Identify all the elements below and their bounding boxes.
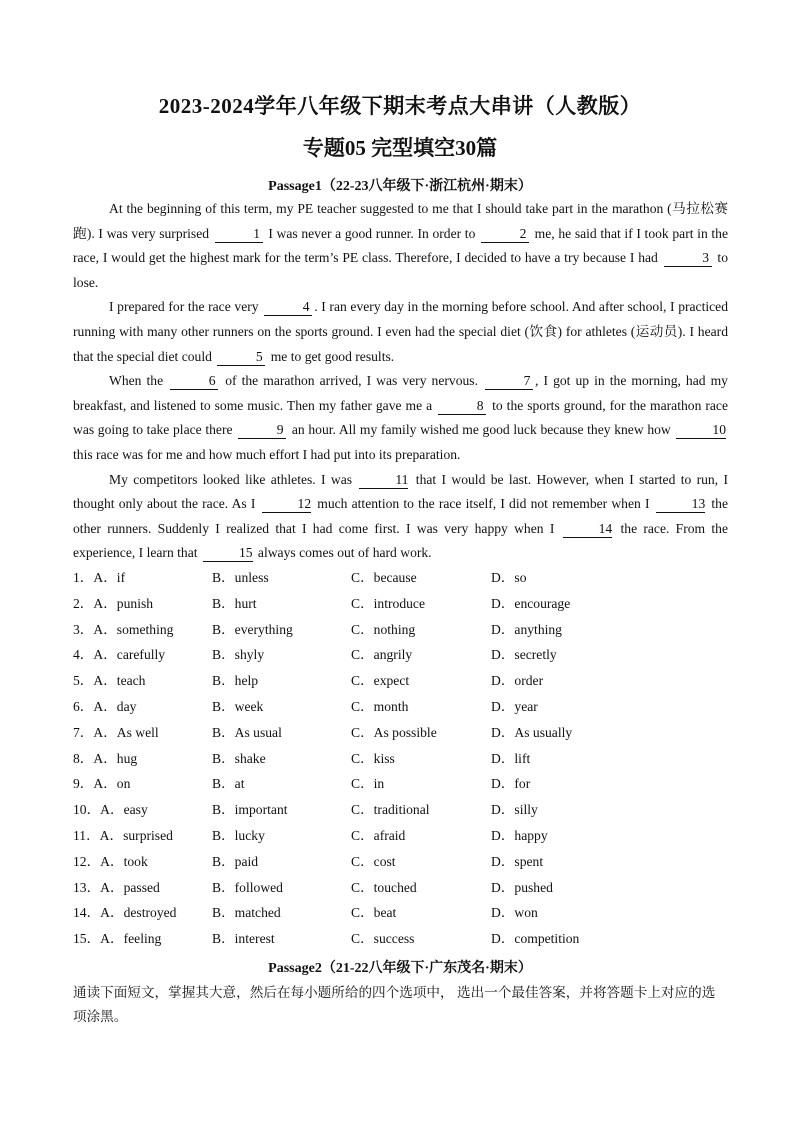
blank-number: 4: [264, 299, 312, 316]
paragraph-text-segment: this race was for me and how much effort I had put into its preparation.: [73, 446, 461, 462]
passage1-text: [73, 197, 728, 566]
option-c: C．month: [351, 698, 409, 714]
paragraph-text-segment: I was never a good runner. In order to: [264, 225, 480, 241]
blank-number: 11: [359, 472, 408, 489]
paragraph-text-segment: that I would be last. However, when I started to run, I thought only about the race. As I: [73, 471, 728, 512]
option-c: C．touched: [351, 879, 417, 895]
option-a: 11．A．surprised: [73, 827, 173, 843]
option-c: C．in: [351, 776, 385, 792]
option-b: B．unless: [212, 570, 269, 585]
option-c: C．kiss: [351, 750, 395, 766]
option-a: 1．A．if: [73, 570, 126, 585]
option-c: C．traditional: [351, 802, 430, 818]
question-row: [73, 798, 728, 824]
paragraph-text-segment: of the marathon arrived, I was very nervous.: [220, 373, 484, 389]
question-row: [73, 747, 728, 773]
option-a: 15．A．feeling: [73, 931, 162, 947]
option-b: B．matched: [212, 905, 281, 921]
option-d: D．happy: [491, 827, 548, 843]
option-b: B．important: [212, 802, 288, 818]
option-a: 3．A．something: [73, 621, 174, 637]
blank-number: 2: [481, 226, 529, 243]
option-a: 8．A．hug: [73, 750, 138, 766]
paragraph-text-segment: When the: [109, 373, 169, 389]
paragraph-text-segment: the race. From the experience, I learn that: [73, 520, 729, 561]
option-a: 14．A．destroyed: [73, 905, 177, 921]
blank-number: 5: [217, 349, 265, 366]
blank-number: 12: [262, 496, 312, 513]
paragraph-text-segment: to the sports ground, for the marathon race was going to take place there: [73, 397, 728, 438]
document-subtitle: 专题05 完型填空30篇: [302, 136, 498, 160]
paragraph-text-segment: an hour. All my family wished me good luck because they knew how: [288, 422, 675, 438]
option-d: D．silly: [491, 802, 538, 818]
blank-number: 9: [238, 422, 286, 439]
question-row: [73, 643, 728, 669]
option-b: B．lucky: [212, 827, 265, 843]
blank-number: 10: [676, 422, 726, 439]
paragraph-text-segment: At the beginning of this term, my PE teacher suggested to me that I should take part in the marathon (马拉松赛跑). I was very surprised: [73, 201, 728, 241]
paragraph-text-segment: the other runners. Suddenly I realized that I had come first. I was very happy when I: [73, 496, 728, 536]
option-d: D．for: [491, 776, 531, 792]
option-a: 6．A．day: [73, 698, 137, 714]
option-d: D．encourage: [491, 595, 571, 611]
option-c: C．angrily: [351, 647, 413, 663]
option-b: B．week: [212, 698, 264, 714]
question-row: [73, 876, 728, 902]
option-c: C．because: [351, 570, 417, 585]
paragraph-text-segment: . I ran every day in the morning before school. And after school, I practiced running with many other runners on the sports ground. I even had the special diet (饮食) for athletes (运动员). I heard that the special diet could: [73, 299, 729, 364]
paragraph-text-segment: me to get good results.: [267, 348, 395, 364]
option-a: 12．A．took: [73, 853, 148, 869]
question-row: [73, 927, 728, 953]
option-a: 5．A．teach: [73, 673, 146, 689]
paragraph-text-segment: much attention to the race itself, I did not remember when I: [313, 496, 654, 512]
question-row: [73, 695, 728, 721]
option-d: D．spent: [491, 853, 544, 869]
blank-number: 14: [563, 521, 613, 538]
passage1-paragraph: [73, 197, 728, 295]
option-d: D．secretly: [491, 647, 557, 663]
question-row: [73, 850, 728, 876]
document-title: 2023-2024学年八年级下期末考点大串讲（人教版）: [158, 94, 642, 118]
blank-number: 6: [170, 373, 218, 390]
option-a: 13．A．passed: [73, 879, 160, 895]
question-row: [73, 721, 728, 747]
option-d: D．pushed: [491, 879, 553, 895]
option-d: D．year: [491, 698, 538, 714]
paragraph-text-segment: me, he said that if I took part in the race, I would get the highest mark for the term’s PE class. Therefore, I decided to have a try because I had: [73, 225, 728, 266]
option-c: C．cost: [351, 853, 396, 869]
question-row: [73, 618, 728, 644]
passage1-heading: Passage1（22-23八年级下·浙江杭州·期末）: [268, 179, 532, 194]
option-b: B．followed: [212, 879, 283, 895]
blank-number: 1: [215, 226, 263, 243]
option-a: 2．A．punish: [73, 595, 154, 611]
option-d: D．lift: [491, 750, 531, 766]
passage1-paragraph: [73, 468, 728, 566]
blank-number: 7: [485, 373, 533, 390]
option-b: B．interest: [212, 931, 275, 947]
option-b: B．As usual: [212, 724, 282, 740]
paragraph-text-segment: to lose.: [73, 250, 728, 290]
option-c: C．expect: [351, 673, 410, 689]
option-b: B．shyly: [212, 647, 265, 663]
option-b: B．at: [212, 776, 245, 792]
blank-number: 15: [203, 545, 253, 562]
option-a: 4．A．carefully: [73, 647, 166, 663]
paragraph-text-segment: I prepared for the race very: [109, 299, 263, 315]
option-a: 9．A．on: [73, 776, 131, 792]
question-row: [73, 566, 728, 592]
option-c: C．nothing: [351, 621, 416, 637]
option-c: C．success: [351, 931, 415, 947]
question-row: [73, 669, 728, 695]
option-c: C．As possible: [351, 724, 437, 740]
option-d: D．competition: [491, 931, 580, 947]
option-b: B．hurt: [212, 595, 257, 611]
option-d: D．order: [491, 673, 544, 689]
paragraph-text-segment: , I got up in the morning, had my breakfast, and listened to some music. Then my father gave me a: [73, 373, 728, 413]
option-d: D．so: [491, 570, 527, 585]
option-b: B．everything: [212, 621, 293, 637]
option-c: C．beat: [351, 905, 397, 921]
passage1-questions: [73, 566, 728, 953]
option-c: C．afraid: [351, 827, 406, 843]
option-b: B．help: [212, 673, 259, 689]
question-row: [73, 824, 728, 850]
option-a: 10．A．easy: [73, 802, 148, 818]
option-a: 7．A．As well: [73, 724, 159, 740]
passage1-paragraph: [73, 369, 728, 467]
option-b: B．shake: [212, 750, 266, 766]
option-c: C．introduce: [351, 595, 425, 611]
question-row: [73, 772, 728, 798]
passage2-heading: Passage2（21-22八年级下·广东茂名·期末）: [268, 961, 532, 976]
question-row: [73, 901, 728, 927]
passage2-instruction: 通读下面短文，掌握其大意，然后在每小题所给的四个选项中， 选出一个最佳答案，并将答题卡上对应的选项涂黑。: [73, 985, 716, 1024]
passage1-paragraph: [73, 295, 728, 369]
paragraph-text-segment: always comes out of hard work.: [254, 545, 432, 561]
paragraph-text-segment: My competitors looked like athletes. I was: [109, 471, 358, 487]
option-b: B．paid: [212, 853, 259, 869]
option-d: D．won: [491, 905, 538, 921]
blank-number: 3: [664, 250, 712, 267]
blank-number: 8: [438, 398, 486, 415]
option-d: D．As usually: [491, 724, 573, 740]
blank-number: 13: [656, 496, 706, 513]
option-d: D．anything: [491, 621, 562, 637]
question-row: [73, 592, 728, 618]
